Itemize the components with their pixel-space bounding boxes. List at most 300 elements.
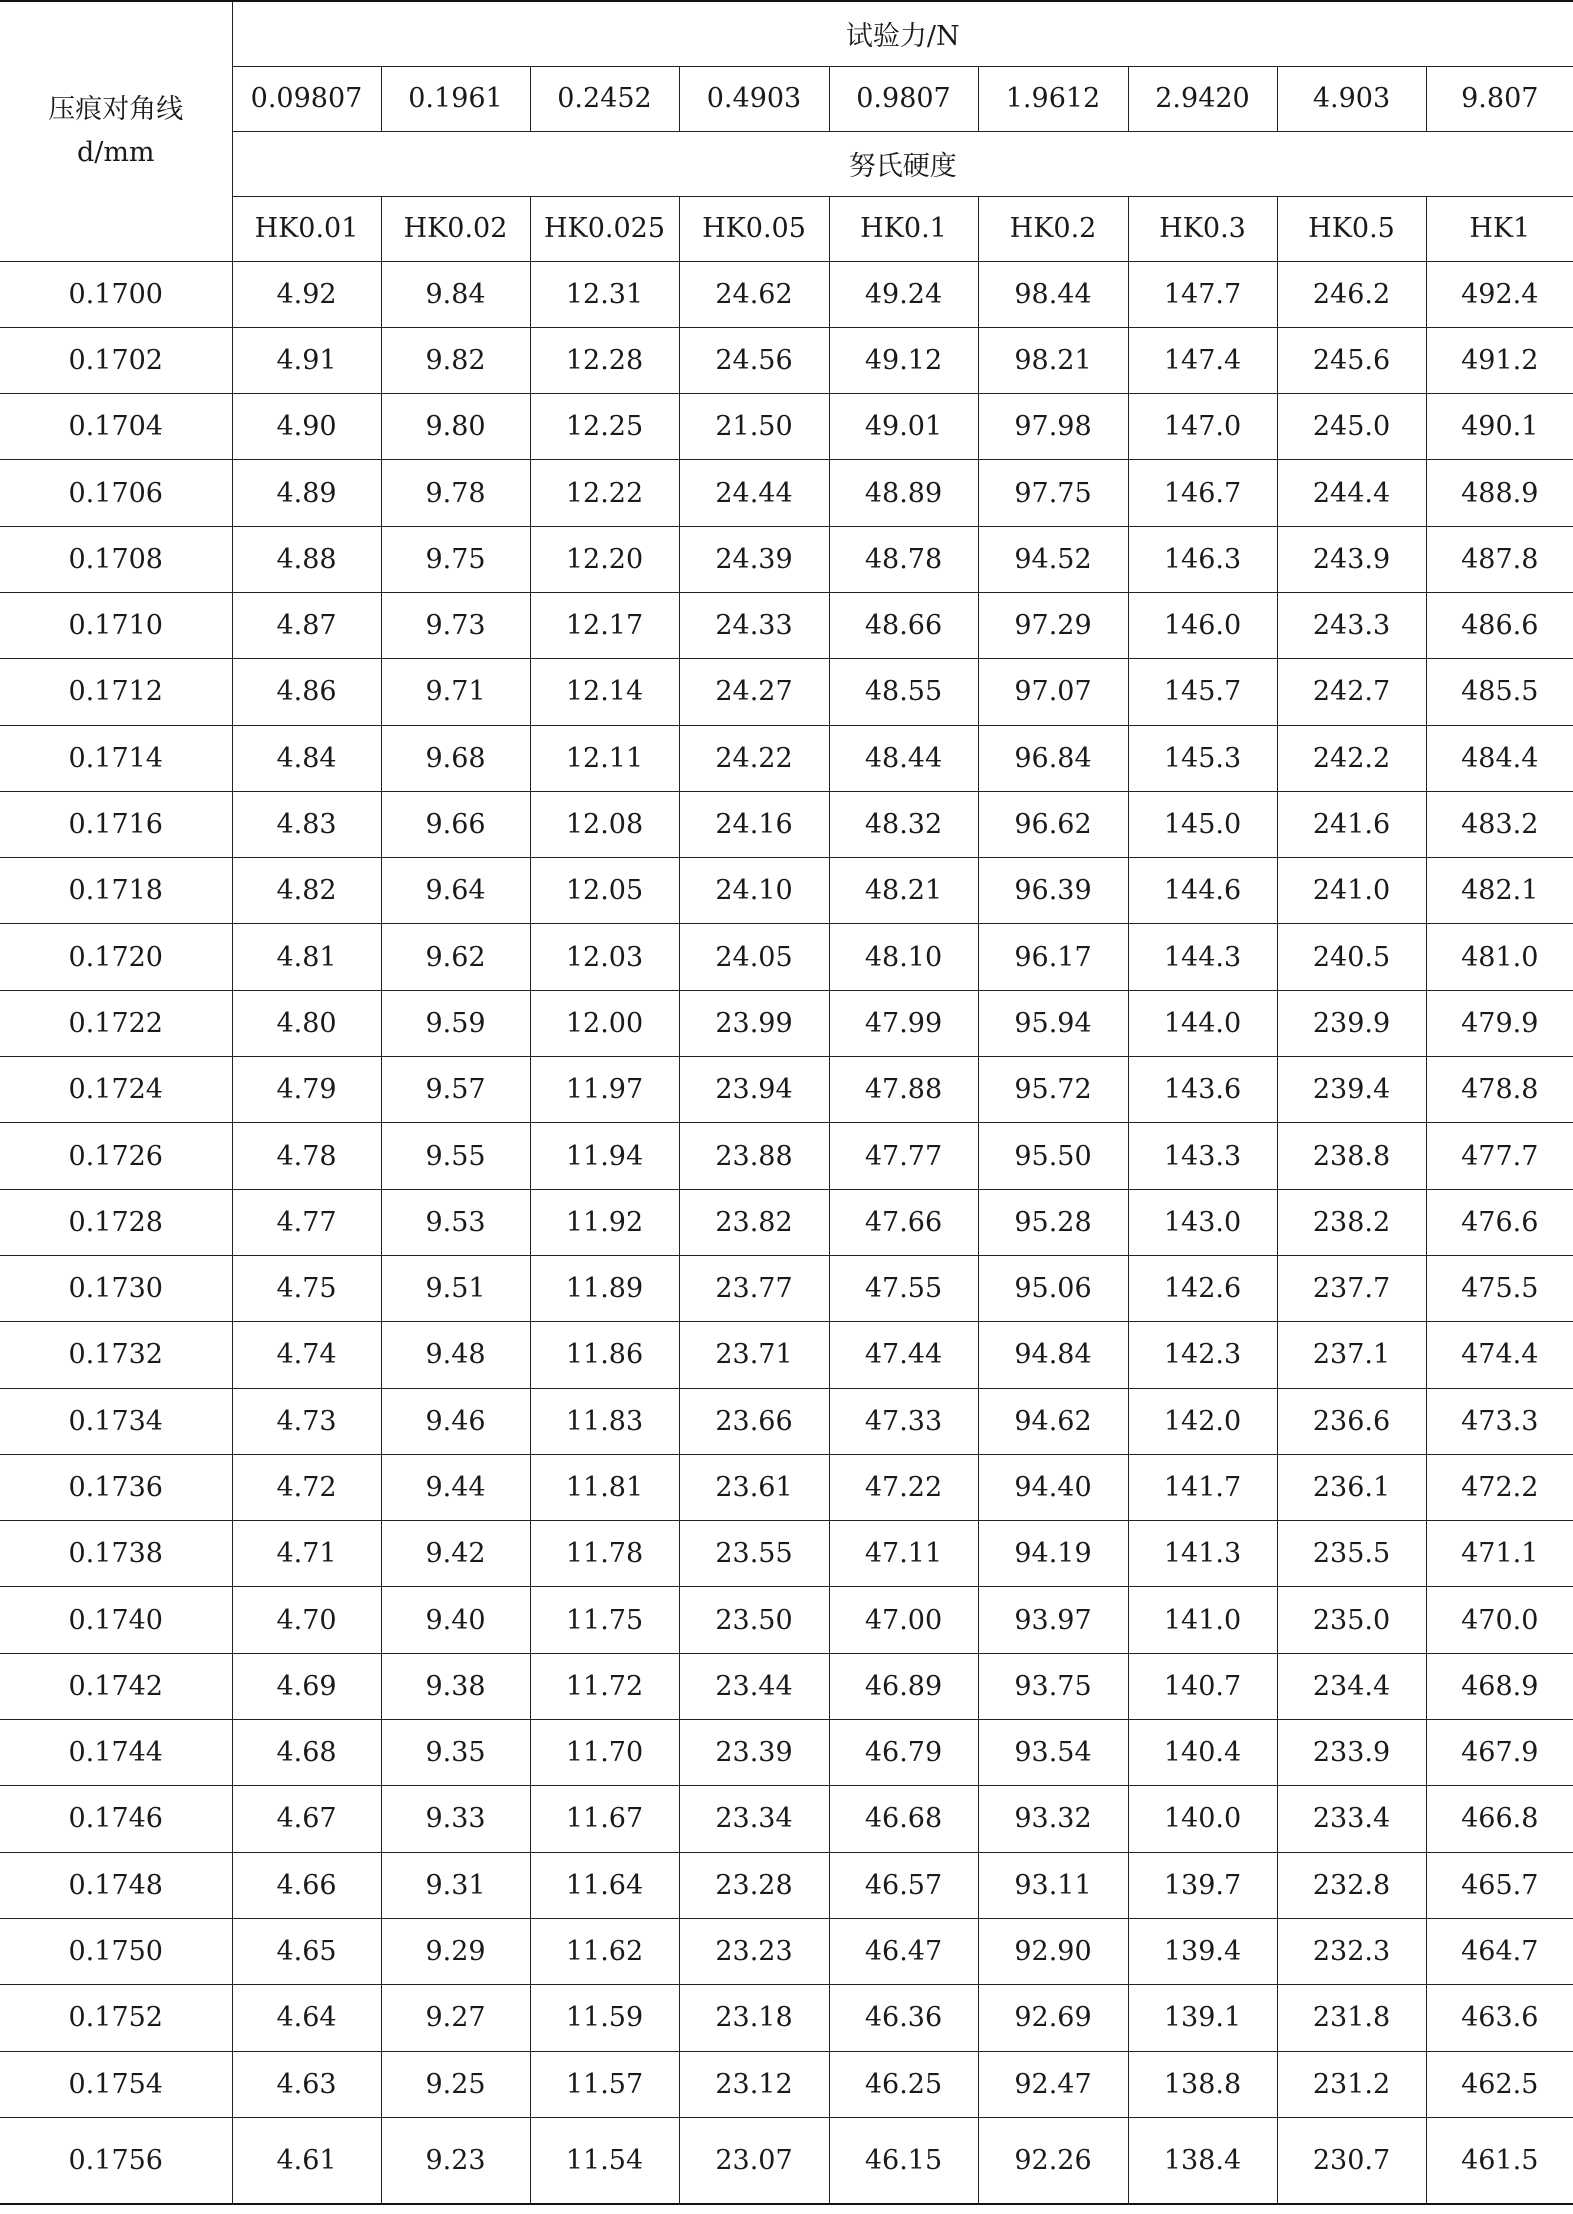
hardness-value-cell: 240.5 xyxy=(1277,924,1426,990)
table-row xyxy=(0,1057,1573,1123)
hardness-value-cell: 466.8 xyxy=(1426,1786,1573,1852)
hardness-value-cell: 92.90 xyxy=(978,1918,1128,1984)
diagonal-value-cell: 0.1704 xyxy=(0,394,232,460)
hardness-value-cell: 145.7 xyxy=(1128,659,1277,725)
hardness-value-cell: 4.63 xyxy=(232,2051,381,2117)
hardness-value-cell: 47.88 xyxy=(829,1057,978,1123)
hardness-value-cell: 12.00 xyxy=(530,990,679,1056)
hardness-value-cell: 241.6 xyxy=(1277,791,1426,857)
hardness-value-cell: 472.2 xyxy=(1426,1454,1573,1520)
hardness-value-cell: 23.88 xyxy=(679,1123,829,1189)
hardness-value-cell: 12.28 xyxy=(530,327,679,393)
hardness-value-cell: 23.94 xyxy=(679,1057,829,1123)
hardness-value-cell: 241.0 xyxy=(1277,858,1426,924)
hardness-value-cell: 142.0 xyxy=(1128,1388,1277,1454)
hardness-value-cell: 146.3 xyxy=(1128,526,1277,592)
hardness-value-cell: 147.4 xyxy=(1128,327,1277,393)
hardness-value-cell: 95.94 xyxy=(978,990,1128,1056)
hardness-value-cell: 11.72 xyxy=(530,1653,679,1719)
hardness-value-cell: 231.2 xyxy=(1277,2051,1426,2117)
hardness-value-cell: 4.91 xyxy=(232,327,381,393)
hardness-value-cell: 48.78 xyxy=(829,526,978,592)
hardness-value-cell: 235.0 xyxy=(1277,1587,1426,1653)
diagonal-value-cell: 0.1726 xyxy=(0,1123,232,1189)
table-row xyxy=(0,526,1573,592)
hardness-value-cell: 11.97 xyxy=(530,1057,679,1123)
hardness-value-cell: 11.86 xyxy=(530,1322,679,1388)
diagonal-value-cell: 0.1708 xyxy=(0,526,232,592)
hardness-value-cell: 144.0 xyxy=(1128,990,1277,1056)
hardness-value-cell: 92.69 xyxy=(978,1985,1128,2051)
table-row xyxy=(0,327,1573,393)
hardness-value-cell: 11.70 xyxy=(530,1720,679,1786)
hardness-value-cell: 94.52 xyxy=(978,526,1128,592)
hardness-value-cell: 4.86 xyxy=(232,659,381,725)
hardness-value-cell: 4.80 xyxy=(232,990,381,1056)
hardness-value-cell: 12.14 xyxy=(530,659,679,725)
hardness-value-cell: 4.71 xyxy=(232,1521,381,1587)
hardness-value-cell: 237.1 xyxy=(1277,1322,1426,1388)
hardness-value-cell: 24.22 xyxy=(679,725,829,791)
hardness-value-cell: 139.1 xyxy=(1128,1985,1277,2051)
hardness-value-cell: 477.7 xyxy=(1426,1123,1573,1189)
hardness-value-cell: 24.62 xyxy=(679,261,829,327)
hardness-value-cell: 231.8 xyxy=(1277,1985,1426,2051)
hardness-value-cell: 4.92 xyxy=(232,261,381,327)
hardness-value-cell: 94.19 xyxy=(978,1521,1128,1587)
hardness-value-cell: 48.89 xyxy=(829,460,978,526)
test-force-value: 0.2452 xyxy=(530,66,679,131)
diagonal-value-cell: 0.1732 xyxy=(0,1322,232,1388)
hardness-value-cell: 12.22 xyxy=(530,460,679,526)
hardness-scale-label: HK0.2 xyxy=(978,196,1128,261)
hardness-value-cell: 4.77 xyxy=(232,1189,381,1255)
diagonal-value-cell: 0.1728 xyxy=(0,1189,232,1255)
table-row xyxy=(0,858,1573,924)
hardness-value-cell: 23.50 xyxy=(679,1587,829,1653)
hardness-value-cell: 12.20 xyxy=(530,526,679,592)
hardness-value-cell: 47.33 xyxy=(829,1388,978,1454)
diagonal-value-cell: 0.1754 xyxy=(0,2051,232,2117)
table-row xyxy=(0,659,1573,725)
hardness-value-cell: 11.62 xyxy=(530,1918,679,1984)
hardness-value-cell: 46.79 xyxy=(829,1720,978,1786)
diagonal-value-cell: 0.1752 xyxy=(0,1985,232,2051)
hardness-value-cell: 4.74 xyxy=(232,1322,381,1388)
hardness-value-cell: 4.90 xyxy=(232,394,381,460)
hardness-value-cell: 463.6 xyxy=(1426,1985,1573,2051)
hardness-value-cell: 9.38 xyxy=(381,1653,530,1719)
hardness-value-cell: 98.21 xyxy=(978,327,1128,393)
hardness-value-cell: 461.5 xyxy=(1426,2117,1573,2204)
hardness-value-cell: 470.0 xyxy=(1426,1587,1573,1653)
hardness-scale-label: HK0.05 xyxy=(679,196,829,261)
hardness-value-cell: 48.55 xyxy=(829,659,978,725)
hardness-value-cell: 146.0 xyxy=(1128,592,1277,658)
hardness-value-cell: 138.8 xyxy=(1128,2051,1277,2117)
hardness-value-cell: 141.0 xyxy=(1128,1587,1277,1653)
hardness-value-cell: 93.32 xyxy=(978,1786,1128,1852)
hardness-value-cell: 12.05 xyxy=(530,858,679,924)
hardness-value-cell: 4.65 xyxy=(232,1918,381,1984)
diagonal-value-cell: 0.1718 xyxy=(0,858,232,924)
hardness-value-cell: 4.87 xyxy=(232,592,381,658)
test-force-header: 试验力/N xyxy=(232,1,1573,66)
hardness-value-cell: 23.99 xyxy=(679,990,829,1056)
hardness-value-cell: 9.73 xyxy=(381,592,530,658)
hardness-value-cell: 482.1 xyxy=(1426,858,1573,924)
diagonal-value-cell: 0.1724 xyxy=(0,1057,232,1123)
hardness-value-cell: 24.05 xyxy=(679,924,829,990)
hardness-value-cell: 142.3 xyxy=(1128,1322,1277,1388)
hardness-value-cell: 48.44 xyxy=(829,725,978,791)
hardness-value-cell: 23.71 xyxy=(679,1322,829,1388)
hardness-value-cell: 243.3 xyxy=(1277,592,1426,658)
hardness-scale-label: HK0.5 xyxy=(1277,196,1426,261)
test-force-value: 0.4903 xyxy=(679,66,829,131)
hardness-value-cell: 47.66 xyxy=(829,1189,978,1255)
diagonal-value-cell: 0.1712 xyxy=(0,659,232,725)
hardness-value-cell: 47.77 xyxy=(829,1123,978,1189)
hardness-value-cell: 9.68 xyxy=(381,725,530,791)
hardness-value-cell: 23.66 xyxy=(679,1388,829,1454)
hardness-value-cell: 239.4 xyxy=(1277,1057,1426,1123)
hardness-value-cell: 24.33 xyxy=(679,592,829,658)
hardness-value-cell: 23.23 xyxy=(679,1918,829,1984)
hardness-value-cell: 24.44 xyxy=(679,460,829,526)
hardness-value-cell: 235.5 xyxy=(1277,1521,1426,1587)
diagonal-value-cell: 0.1736 xyxy=(0,1454,232,1520)
hardness-value-cell: 9.25 xyxy=(381,2051,530,2117)
hardness-value-cell: 94.62 xyxy=(978,1388,1128,1454)
hardness-value-cell: 9.42 xyxy=(381,1521,530,1587)
hardness-value-cell: 491.2 xyxy=(1426,327,1573,393)
hardness-value-cell: 242.7 xyxy=(1277,659,1426,725)
hardness-value-cell: 233.9 xyxy=(1277,1720,1426,1786)
hardness-value-cell: 4.61 xyxy=(232,2117,381,2204)
hardness-value-cell: 12.17 xyxy=(530,592,679,658)
hardness-value-cell: 97.07 xyxy=(978,659,1128,725)
hardness-value-cell: 11.89 xyxy=(530,1255,679,1321)
hardness-value-cell: 143.6 xyxy=(1128,1057,1277,1123)
hardness-value-cell: 9.35 xyxy=(381,1720,530,1786)
hardness-value-cell: 476.6 xyxy=(1426,1189,1573,1255)
hardness-value-cell: 490.1 xyxy=(1426,394,1573,460)
hardness-value-cell: 146.7 xyxy=(1128,460,1277,526)
diagonal-value-cell: 0.1714 xyxy=(0,725,232,791)
hardness-value-cell: 49.24 xyxy=(829,261,978,327)
hardness-value-cell: 232.8 xyxy=(1277,1852,1426,1918)
hardness-value-cell: 9.44 xyxy=(381,1454,530,1520)
hardness-value-cell: 147.7 xyxy=(1128,261,1277,327)
hardness-value-cell: 23.39 xyxy=(679,1720,829,1786)
hardness-value-cell: 4.82 xyxy=(232,858,381,924)
table-row xyxy=(0,1786,1573,1852)
hardness-value-cell: 97.75 xyxy=(978,460,1128,526)
hardness-value-cell: 96.84 xyxy=(978,725,1128,791)
hardness-value-cell: 4.88 xyxy=(232,526,381,592)
diagonal-value-cell: 0.1744 xyxy=(0,1720,232,1786)
hardness-value-cell: 147.0 xyxy=(1128,394,1277,460)
hardness-value-cell: 9.71 xyxy=(381,659,530,725)
hardness-value-cell: 486.6 xyxy=(1426,592,1573,658)
hardness-value-cell: 141.7 xyxy=(1128,1454,1277,1520)
hardness-value-cell: 9.66 xyxy=(381,791,530,857)
hardness-value-cell: 468.9 xyxy=(1426,1653,1573,1719)
hardness-scale-label: HK0.025 xyxy=(530,196,679,261)
hardness-value-cell: 138.4 xyxy=(1128,2117,1277,2204)
hardness-value-cell: 492.4 xyxy=(1426,261,1573,327)
hardness-value-cell: 244.4 xyxy=(1277,460,1426,526)
hardness-value-cell: 95.06 xyxy=(978,1255,1128,1321)
hardness-scale-label: HK1 xyxy=(1426,196,1573,261)
table-row xyxy=(0,1189,1573,1255)
diagonal-value-cell: 0.1720 xyxy=(0,924,232,990)
hardness-value-cell: 474.4 xyxy=(1426,1322,1573,1388)
hardness-value-cell: 4.78 xyxy=(232,1123,381,1189)
hardness-value-cell: 48.66 xyxy=(829,592,978,658)
hardness-value-cell: 23.61 xyxy=(679,1454,829,1520)
hardness-value-cell: 471.1 xyxy=(1426,1521,1573,1587)
hardness-value-cell: 4.72 xyxy=(232,1454,381,1520)
test-force-value: 0.1961 xyxy=(381,66,530,131)
diagonal-value-cell: 0.1702 xyxy=(0,327,232,393)
hardness-value-cell: 4.73 xyxy=(232,1388,381,1454)
hardness-value-cell: 94.40 xyxy=(978,1454,1128,1520)
table-row xyxy=(0,1985,1573,2051)
table-row xyxy=(0,592,1573,658)
hardness-value-cell: 11.81 xyxy=(530,1454,679,1520)
hardness-value-cell: 144.3 xyxy=(1128,924,1277,990)
hardness-scale-label: HK0.02 xyxy=(381,196,530,261)
hardness-value-cell: 487.8 xyxy=(1426,526,1573,592)
hardness-value-cell: 23.44 xyxy=(679,1653,829,1719)
hardness-value-cell: 485.5 xyxy=(1426,659,1573,725)
hardness-value-cell: 47.00 xyxy=(829,1587,978,1653)
diagonal-header-label: 压痕对角线 xyxy=(48,94,184,126)
hardness-value-cell: 98.44 xyxy=(978,261,1128,327)
diagonal-value-cell: 0.1738 xyxy=(0,1521,232,1587)
hardness-value-cell: 239.9 xyxy=(1277,990,1426,1056)
test-force-value: 1.9612 xyxy=(978,66,1128,131)
diagonal-value-cell: 0.1756 xyxy=(0,2117,232,2204)
table-row xyxy=(0,1918,1573,1984)
hardness-value-cell: 142.6 xyxy=(1128,1255,1277,1321)
hardness-value-cell: 465.7 xyxy=(1426,1852,1573,1918)
diagonal-value-cell: 0.1734 xyxy=(0,1388,232,1454)
hardness-value-cell: 140.4 xyxy=(1128,1720,1277,1786)
hardness-value-cell: 11.78 xyxy=(530,1521,679,1587)
hardness-value-cell: 238.2 xyxy=(1277,1189,1426,1255)
test-force-value: 0.09807 xyxy=(232,66,381,131)
hardness-value-cell: 144.6 xyxy=(1128,858,1277,924)
diagonal-value-cell: 0.1700 xyxy=(0,261,232,327)
table-row xyxy=(0,1521,1573,1587)
hardness-scale-label: HK0.1 xyxy=(829,196,978,261)
hardness-value-cell: 23.55 xyxy=(679,1521,829,1587)
hardness-value-cell: 94.84 xyxy=(978,1322,1128,1388)
hardness-value-cell: 4.89 xyxy=(232,460,381,526)
hardness-value-cell: 97.98 xyxy=(978,394,1128,460)
hardness-value-cell: 245.0 xyxy=(1277,394,1426,460)
hardness-value-cell: 48.21 xyxy=(829,858,978,924)
hardness-value-cell: 246.2 xyxy=(1277,261,1426,327)
hardness-value-cell: 11.57 xyxy=(530,2051,679,2117)
test-force-values-row xyxy=(0,66,1573,131)
hardness-value-cell: 479.9 xyxy=(1426,990,1573,1056)
hardness-value-cell: 11.92 xyxy=(530,1189,679,1255)
hardness-value-cell: 9.55 xyxy=(381,1123,530,1189)
hardness-value-cell: 93.75 xyxy=(978,1653,1128,1719)
hardness-value-cell: 9.78 xyxy=(381,460,530,526)
hardness-value-cell: 46.25 xyxy=(829,2051,978,2117)
table-row xyxy=(0,460,1573,526)
hardness-value-cell: 238.8 xyxy=(1277,1123,1426,1189)
table-row xyxy=(0,725,1573,791)
diagonal-value-cell: 0.1740 xyxy=(0,1587,232,1653)
hardness-value-cell: 243.9 xyxy=(1277,526,1426,592)
hardness-value-cell: 24.16 xyxy=(679,791,829,857)
hardness-value-cell: 93.11 xyxy=(978,1852,1128,1918)
hardness-value-cell: 4.64 xyxy=(232,1985,381,2051)
table-row xyxy=(0,990,1573,1056)
hardness-value-cell: 234.4 xyxy=(1277,1653,1426,1719)
hardness-value-cell: 12.31 xyxy=(530,261,679,327)
hardness-value-cell: 9.29 xyxy=(381,1918,530,1984)
hardness-value-cell: 47.11 xyxy=(829,1521,978,1587)
hardness-value-cell: 481.0 xyxy=(1426,924,1573,990)
hardness-value-cell: 9.57 xyxy=(381,1057,530,1123)
diagonal-value-cell: 0.1710 xyxy=(0,592,232,658)
table-header xyxy=(0,1,1573,261)
table-body xyxy=(0,261,1573,2204)
diagonal-header-unit: d/mm xyxy=(76,137,155,169)
hardness-value-cell: 233.4 xyxy=(1277,1786,1426,1852)
hardness-scale-label: HK0.01 xyxy=(232,196,381,261)
diagonal-header xyxy=(0,1,232,261)
hardness-value-cell: 23.18 xyxy=(679,1985,829,2051)
hardness-value-cell: 4.67 xyxy=(232,1786,381,1852)
hardness-value-cell: 23.34 xyxy=(679,1786,829,1852)
hardness-value-cell: 21.50 xyxy=(679,394,829,460)
hardness-value-cell: 4.84 xyxy=(232,725,381,791)
hardness-value-cell: 96.39 xyxy=(978,858,1128,924)
test-force-value: 4.903 xyxy=(1277,66,1426,131)
hardness-value-cell: 4.66 xyxy=(232,1852,381,1918)
table-row xyxy=(0,1255,1573,1321)
hardness-value-cell: 96.17 xyxy=(978,924,1128,990)
hardness-value-cell: 143.0 xyxy=(1128,1189,1277,1255)
hardness-value-cell: 23.82 xyxy=(679,1189,829,1255)
diagonal-value-cell: 0.1746 xyxy=(0,1786,232,1852)
hardness-value-cell: 49.12 xyxy=(829,327,978,393)
hardness-value-cell: 462.5 xyxy=(1426,2051,1573,2117)
hardness-value-cell: 92.26 xyxy=(978,2117,1128,2204)
hardness-value-cell: 9.53 xyxy=(381,1189,530,1255)
hardness-value-cell: 9.46 xyxy=(381,1388,530,1454)
hardness-value-cell: 9.48 xyxy=(381,1322,530,1388)
hardness-value-cell: 488.9 xyxy=(1426,460,1573,526)
hardness-value-cell: 464.7 xyxy=(1426,1918,1573,1984)
hardness-value-cell: 230.7 xyxy=(1277,2117,1426,2204)
hardness-value-cell: 245.6 xyxy=(1277,327,1426,393)
hardness-value-cell: 478.8 xyxy=(1426,1057,1573,1123)
hardness-value-cell: 9.75 xyxy=(381,526,530,592)
hardness-value-cell: 24.10 xyxy=(679,858,829,924)
hardness-value-cell: 48.10 xyxy=(829,924,978,990)
table-row xyxy=(0,1454,1573,1520)
hardness-value-cell: 467.9 xyxy=(1426,1720,1573,1786)
hardness-value-cell: 11.54 xyxy=(530,2117,679,2204)
hardness-value-cell: 4.79 xyxy=(232,1057,381,1123)
diagonal-value-cell: 0.1730 xyxy=(0,1255,232,1321)
test-force-value: 9.807 xyxy=(1426,66,1573,131)
hardness-value-cell: 145.0 xyxy=(1128,791,1277,857)
hardness-value-cell: 92.47 xyxy=(978,2051,1128,2117)
hardness-value-cell: 9.51 xyxy=(381,1255,530,1321)
hardness-value-cell: 47.22 xyxy=(829,1454,978,1520)
knoop-hardness-header: 努氏硬度 xyxy=(232,131,1573,196)
hardness-value-cell: 11.64 xyxy=(530,1852,679,1918)
test-force-value: 0.9807 xyxy=(829,66,978,131)
table-row xyxy=(0,1587,1573,1653)
hardness-value-cell: 46.57 xyxy=(829,1852,978,1918)
hardness-value-cell: 11.83 xyxy=(530,1388,679,1454)
hardness-value-cell: 139.7 xyxy=(1128,1852,1277,1918)
hardness-value-cell: 9.64 xyxy=(381,858,530,924)
hardness-value-cell: 9.82 xyxy=(381,327,530,393)
hardness-value-cell: 12.03 xyxy=(530,924,679,990)
hardness-value-cell: 12.25 xyxy=(530,394,679,460)
hardness-value-cell: 140.7 xyxy=(1128,1653,1277,1719)
diagonal-value-cell: 0.1742 xyxy=(0,1653,232,1719)
hardness-value-cell: 9.27 xyxy=(381,1985,530,2051)
hardness-value-cell: 9.23 xyxy=(381,2117,530,2204)
hardness-value-cell: 46.15 xyxy=(829,2117,978,2204)
hardness-value-cell: 95.50 xyxy=(978,1123,1128,1189)
table-row xyxy=(0,2051,1573,2117)
diagonal-value-cell: 0.1750 xyxy=(0,1918,232,1984)
hardness-value-cell: 473.3 xyxy=(1426,1388,1573,1454)
hardness-value-cell: 24.39 xyxy=(679,526,829,592)
diagonal-value-cell: 0.1716 xyxy=(0,791,232,857)
hardness-value-cell: 95.72 xyxy=(978,1057,1128,1123)
hardness-value-cell: 23.28 xyxy=(679,1852,829,1918)
hardness-value-cell: 48.32 xyxy=(829,791,978,857)
hardness-value-cell: 47.44 xyxy=(829,1322,978,1388)
hardness-value-cell: 9.40 xyxy=(381,1587,530,1653)
hardness-value-cell: 95.28 xyxy=(978,1189,1128,1255)
hardness-value-cell: 12.08 xyxy=(530,791,679,857)
table-row xyxy=(0,1388,1573,1454)
hardness-value-cell: 24.56 xyxy=(679,327,829,393)
hardness-value-cell: 23.77 xyxy=(679,1255,829,1321)
hardness-value-cell: 236.1 xyxy=(1277,1454,1426,1520)
hardness-value-cell: 47.99 xyxy=(829,990,978,1056)
hardness-value-cell: 11.59 xyxy=(530,1985,679,2051)
hardness-value-cell: 145.3 xyxy=(1128,725,1277,791)
table-row xyxy=(0,1322,1573,1388)
hardness-value-cell: 4.69 xyxy=(232,1653,381,1719)
hardness-scale-label: HK0.3 xyxy=(1128,196,1277,261)
table-row xyxy=(0,261,1573,327)
hardness-value-cell: 475.5 xyxy=(1426,1255,1573,1321)
hardness-value-cell: 4.68 xyxy=(232,1720,381,1786)
diagonal-value-cell: 0.1722 xyxy=(0,990,232,1056)
hardness-value-cell: 4.83 xyxy=(232,791,381,857)
table-row xyxy=(0,1720,1573,1786)
hardness-value-cell: 9.62 xyxy=(381,924,530,990)
